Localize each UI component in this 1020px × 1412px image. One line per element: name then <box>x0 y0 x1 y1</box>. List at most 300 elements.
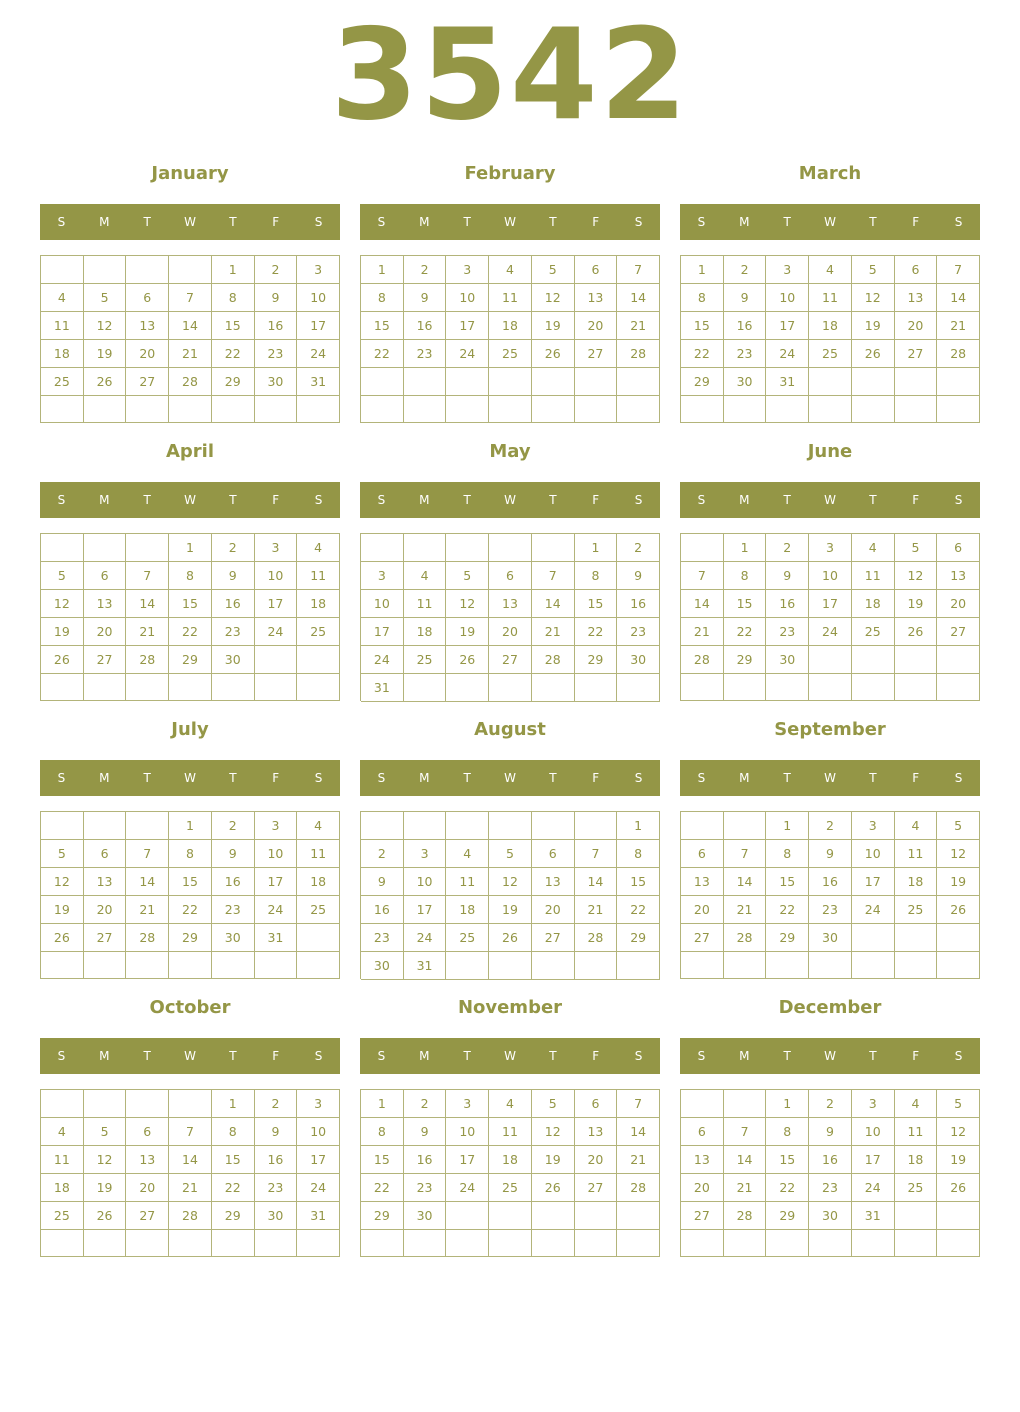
day-cell: 30 <box>617 646 660 674</box>
empty-cell <box>489 952 532 980</box>
day-cell: 2 <box>404 1090 447 1118</box>
day-cell: 5 <box>446 562 489 590</box>
empty-cell <box>852 1230 895 1257</box>
day-cell: 8 <box>681 284 724 312</box>
day-cell: 19 <box>489 896 532 924</box>
weekday-label: S <box>314 493 323 507</box>
empty-cell <box>126 952 169 979</box>
day-cell: 31 <box>297 1202 340 1230</box>
day-cell: 15 <box>169 868 212 896</box>
empty-cell <box>895 924 938 952</box>
day-cell: 24 <box>297 340 340 368</box>
empty-cell <box>126 534 169 562</box>
empty-cell <box>41 1090 84 1118</box>
day-cell: 7 <box>169 1118 212 1146</box>
day-cell: 18 <box>895 1146 938 1174</box>
day-cell: 11 <box>895 840 938 868</box>
day-cell: 2 <box>404 256 447 284</box>
empty-cell <box>766 396 809 423</box>
day-cell: 24 <box>446 1174 489 1202</box>
day-cell: 13 <box>84 868 127 896</box>
day-cell: 3 <box>361 562 404 590</box>
weekday-label: M <box>739 215 750 229</box>
day-cell: 26 <box>84 1202 127 1230</box>
weekday-label: W <box>824 1049 836 1063</box>
day-cell: 10 <box>255 840 298 868</box>
day-cell: 14 <box>617 284 660 312</box>
day-cell: 7 <box>724 840 767 868</box>
day-cell: 25 <box>404 646 447 674</box>
day-cell: 2 <box>766 534 809 562</box>
day-cell: 12 <box>532 1118 575 1146</box>
day-cell: 28 <box>724 924 767 952</box>
day-cell: 21 <box>617 1146 660 1174</box>
day-cell: 3 <box>255 534 298 562</box>
day-cell: 17 <box>255 868 298 896</box>
weekday-header <box>360 760 660 796</box>
empty-cell <box>681 674 724 701</box>
day-cell: 6 <box>84 840 127 868</box>
day-cell: 25 <box>297 896 340 924</box>
day-cell: 23 <box>809 1174 852 1202</box>
empty-cell <box>255 646 298 674</box>
day-cell: 10 <box>446 1118 489 1146</box>
day-cell: 10 <box>255 562 298 590</box>
day-cell: 17 <box>446 312 489 340</box>
day-cell: 22 <box>212 1174 255 1202</box>
day-cell: 5 <box>895 534 938 562</box>
empty-cell <box>489 534 532 562</box>
month-name: April <box>165 441 215 462</box>
day-cell: 15 <box>361 312 404 340</box>
empty-cell <box>84 812 127 840</box>
day-grid <box>360 811 660 979</box>
day-cell: 23 <box>404 1174 447 1202</box>
day-cell: 21 <box>532 618 575 646</box>
empty-cell <box>937 646 980 674</box>
weekday-label: T <box>783 771 791 785</box>
day-cell: 21 <box>126 618 169 646</box>
day-cell: 10 <box>297 284 340 312</box>
empty-cell <box>446 674 489 702</box>
day-cell: 27 <box>126 368 169 396</box>
day-cell: 31 <box>255 924 298 952</box>
empty-cell <box>212 396 255 423</box>
empty-cell <box>532 812 575 840</box>
day-cell: 30 <box>212 924 255 952</box>
day-cell: 2 <box>255 256 298 284</box>
empty-cell <box>126 1230 169 1257</box>
empty-cell <box>446 368 489 396</box>
day-cell: 10 <box>446 284 489 312</box>
weekday-label: T <box>229 1049 237 1063</box>
empty-cell <box>41 256 84 284</box>
day-cell: 12 <box>532 284 575 312</box>
empty-cell <box>41 1230 84 1257</box>
weekday-header <box>40 204 340 240</box>
empty-cell <box>617 952 660 980</box>
empty-cell <box>126 396 169 423</box>
month-name: February <box>464 163 556 184</box>
weekday-label: M <box>99 771 110 785</box>
day-cell: 1 <box>169 812 212 840</box>
day-cell: 7 <box>169 284 212 312</box>
weekday-label: F <box>912 1049 920 1063</box>
day-cell: 6 <box>575 1090 618 1118</box>
weekday-label: F <box>592 215 600 229</box>
empty-cell <box>169 952 212 979</box>
weekday-label: T <box>143 1049 151 1063</box>
day-cell: 23 <box>724 340 767 368</box>
weekday-label: M <box>419 771 430 785</box>
empty-cell <box>361 1230 404 1257</box>
day-cell: 2 <box>724 256 767 284</box>
weekday-label: T <box>229 771 237 785</box>
day-cell: 29 <box>169 924 212 952</box>
day-cell: 26 <box>41 646 84 674</box>
day-cell: 27 <box>895 340 938 368</box>
empty-cell <box>84 396 127 423</box>
empty-cell <box>852 368 895 396</box>
empty-cell <box>404 396 447 424</box>
day-cell: 19 <box>84 1174 127 1202</box>
day-cell: 16 <box>404 312 447 340</box>
empty-cell <box>84 534 127 562</box>
day-cell: 16 <box>361 896 404 924</box>
day-cell: 14 <box>126 590 169 618</box>
empty-cell <box>255 396 298 423</box>
empty-cell <box>212 952 255 979</box>
empty-cell <box>724 812 767 840</box>
day-cell: 3 <box>852 812 895 840</box>
day-cell: 6 <box>84 562 127 590</box>
day-cell: 29 <box>724 646 767 674</box>
day-cell: 20 <box>575 312 618 340</box>
day-cell: 12 <box>84 312 127 340</box>
day-cell: 2 <box>809 812 852 840</box>
day-cell: 5 <box>41 562 84 590</box>
day-cell: 15 <box>361 1146 404 1174</box>
day-cell: 3 <box>297 1090 340 1118</box>
day-cell: 12 <box>937 840 980 868</box>
weekday-label: S <box>57 493 66 507</box>
day-cell: 27 <box>489 646 532 674</box>
empty-cell <box>532 1230 575 1257</box>
day-cell: 28 <box>937 340 980 368</box>
weekday-label: S <box>314 771 323 785</box>
empty-cell <box>532 674 575 702</box>
day-cell: 18 <box>297 868 340 896</box>
empty-cell <box>575 812 618 840</box>
day-cell: 1 <box>361 256 404 284</box>
empty-cell <box>852 924 895 952</box>
weekday-label: F <box>272 215 280 229</box>
day-cell: 25 <box>852 618 895 646</box>
day-cell: 10 <box>404 868 447 896</box>
day-cell: 3 <box>852 1090 895 1118</box>
day-cell: 13 <box>681 1146 724 1174</box>
weekday-label: S <box>634 771 643 785</box>
weekday-label: S <box>377 493 386 507</box>
day-cell: 8 <box>766 840 809 868</box>
day-cell: 20 <box>84 618 127 646</box>
day-cell: 12 <box>895 562 938 590</box>
day-cell: 21 <box>937 312 980 340</box>
day-cell: 11 <box>404 590 447 618</box>
day-cell: 22 <box>169 618 212 646</box>
day-cell: 15 <box>766 1146 809 1174</box>
day-cell: 28 <box>126 646 169 674</box>
day-cell: 20 <box>126 1174 169 1202</box>
day-cell: 29 <box>766 1202 809 1230</box>
day-cell: 17 <box>255 590 298 618</box>
day-cell: 22 <box>766 896 809 924</box>
day-cell: 16 <box>617 590 660 618</box>
empty-cell <box>489 396 532 424</box>
day-cell: 1 <box>212 1090 255 1118</box>
day-grid <box>40 255 340 423</box>
day-cell: 6 <box>681 840 724 868</box>
empty-cell <box>126 256 169 284</box>
weekday-label: T <box>463 215 471 229</box>
day-cell: 12 <box>41 590 84 618</box>
day-cell: 18 <box>41 1174 84 1202</box>
day-cell: 5 <box>532 256 575 284</box>
weekday-label: M <box>739 771 750 785</box>
weekday-label: S <box>697 215 706 229</box>
day-cell: 8 <box>361 1118 404 1146</box>
empty-cell <box>446 952 489 980</box>
empty-cell <box>84 952 127 979</box>
weekday-label: S <box>634 1049 643 1063</box>
empty-cell <box>169 396 212 423</box>
month-name: May <box>489 441 531 462</box>
day-cell: 21 <box>617 312 660 340</box>
day-cell: 29 <box>617 924 660 952</box>
day-cell: 2 <box>255 1090 298 1118</box>
empty-cell <box>41 396 84 423</box>
empty-cell <box>681 1230 724 1257</box>
day-cell: 5 <box>489 840 532 868</box>
day-cell: 11 <box>446 868 489 896</box>
weekday-label: W <box>184 771 196 785</box>
day-cell: 25 <box>809 340 852 368</box>
day-cell: 22 <box>617 896 660 924</box>
day-cell: 9 <box>361 868 404 896</box>
day-cell: 11 <box>489 1118 532 1146</box>
day-cell: 24 <box>446 340 489 368</box>
empty-cell <box>681 396 724 423</box>
empty-cell <box>809 952 852 979</box>
day-cell: 8 <box>169 840 212 868</box>
day-cell: 17 <box>852 1146 895 1174</box>
day-cell: 15 <box>575 590 618 618</box>
day-cell: 8 <box>212 284 255 312</box>
weekday-label: S <box>57 215 66 229</box>
day-cell: 28 <box>681 646 724 674</box>
day-cell: 2 <box>617 534 660 562</box>
day-cell: 9 <box>404 1118 447 1146</box>
empty-cell <box>297 924 340 952</box>
day-cell: 10 <box>766 284 809 312</box>
empty-cell <box>84 1230 127 1257</box>
empty-cell <box>404 812 447 840</box>
day-cell: 13 <box>575 284 618 312</box>
empty-cell <box>575 396 618 424</box>
empty-cell <box>212 1230 255 1257</box>
day-cell: 11 <box>297 840 340 868</box>
day-cell: 3 <box>766 256 809 284</box>
day-grid <box>40 811 340 979</box>
weekday-label: S <box>314 215 323 229</box>
day-cell: 31 <box>297 368 340 396</box>
empty-cell <box>724 674 767 701</box>
empty-cell <box>126 812 169 840</box>
day-cell: 18 <box>809 312 852 340</box>
day-cell: 25 <box>297 618 340 646</box>
day-cell: 25 <box>489 1174 532 1202</box>
weekday-label: F <box>272 493 280 507</box>
day-cell: 22 <box>361 340 404 368</box>
weekday-label: T <box>143 771 151 785</box>
weekday-label: S <box>377 215 386 229</box>
weekday-label: T <box>549 215 557 229</box>
day-cell: 6 <box>681 1118 724 1146</box>
weekday-label: M <box>419 215 430 229</box>
month-name: November <box>457 997 563 1018</box>
day-cell: 23 <box>255 1174 298 1202</box>
day-cell: 4 <box>809 256 852 284</box>
day-cell: 24 <box>255 618 298 646</box>
day-cell: 14 <box>724 1146 767 1174</box>
day-cell: 17 <box>809 590 852 618</box>
day-cell: 9 <box>212 562 255 590</box>
month-name: September <box>774 719 886 740</box>
day-cell: 3 <box>297 256 340 284</box>
day-cell: 23 <box>361 924 404 952</box>
day-cell: 20 <box>937 590 980 618</box>
empty-cell <box>852 396 895 423</box>
empty-cell <box>809 396 852 423</box>
day-cell: 1 <box>617 812 660 840</box>
month-name: March <box>798 163 862 184</box>
empty-cell <box>532 368 575 396</box>
empty-cell <box>255 1230 298 1257</box>
empty-cell <box>446 1202 489 1230</box>
empty-cell <box>404 368 447 396</box>
day-cell: 6 <box>489 562 532 590</box>
day-cell: 23 <box>212 896 255 924</box>
day-cell: 16 <box>724 312 767 340</box>
weekday-label: M <box>419 493 430 507</box>
day-cell: 8 <box>212 1118 255 1146</box>
empty-cell <box>809 646 852 674</box>
day-cell: 8 <box>724 562 767 590</box>
day-cell: 9 <box>724 284 767 312</box>
day-cell: 23 <box>404 340 447 368</box>
weekday-label: F <box>592 1049 600 1063</box>
empty-cell <box>169 256 212 284</box>
day-cell: 16 <box>404 1146 447 1174</box>
weekday-label: S <box>697 1049 706 1063</box>
day-cell: 19 <box>937 868 980 896</box>
empty-cell <box>297 674 340 701</box>
weekday-label: S <box>697 493 706 507</box>
weekday-label: W <box>824 771 836 785</box>
weekday-label: S <box>57 771 66 785</box>
day-cell: 14 <box>169 312 212 340</box>
weekday-label: F <box>912 493 920 507</box>
weekday-label: W <box>824 493 836 507</box>
day-cell: 12 <box>937 1118 980 1146</box>
day-cell: 8 <box>766 1118 809 1146</box>
day-cell: 5 <box>937 1090 980 1118</box>
day-cell: 8 <box>169 562 212 590</box>
empty-cell <box>489 674 532 702</box>
day-cell: 18 <box>404 618 447 646</box>
day-cell: 28 <box>532 646 575 674</box>
day-cell: 10 <box>361 590 404 618</box>
day-cell: 7 <box>532 562 575 590</box>
weekday-label: M <box>739 1049 750 1063</box>
day-cell: 16 <box>212 590 255 618</box>
day-cell: 15 <box>617 868 660 896</box>
day-cell: 12 <box>446 590 489 618</box>
weekday-label: W <box>184 493 196 507</box>
empty-cell <box>724 1230 767 1257</box>
day-cell: 29 <box>361 1202 404 1230</box>
empty-cell <box>852 646 895 674</box>
day-cell: 6 <box>895 256 938 284</box>
day-cell: 27 <box>575 1174 618 1202</box>
empty-cell <box>617 368 660 396</box>
day-cell: 26 <box>84 368 127 396</box>
day-cell: 11 <box>489 284 532 312</box>
empty-cell <box>84 674 127 701</box>
empty-cell <box>575 674 618 702</box>
month-name: January <box>151 163 229 184</box>
empty-cell <box>895 952 938 979</box>
day-cell: 14 <box>126 868 169 896</box>
day-cell: 9 <box>212 840 255 868</box>
day-cell: 24 <box>809 618 852 646</box>
day-cell: 11 <box>895 1118 938 1146</box>
weekday-label: W <box>184 1049 196 1063</box>
day-cell: 14 <box>724 868 767 896</box>
day-cell: 21 <box>169 340 212 368</box>
day-cell: 31 <box>852 1202 895 1230</box>
empty-cell <box>766 1230 809 1257</box>
day-cell: 18 <box>852 590 895 618</box>
empty-cell <box>84 1090 127 1118</box>
empty-cell <box>297 952 340 979</box>
day-cell: 14 <box>532 590 575 618</box>
empty-cell <box>575 952 618 980</box>
weekday-label: T <box>549 1049 557 1063</box>
day-cell: 25 <box>41 368 84 396</box>
day-cell: 23 <box>809 896 852 924</box>
day-cell: 2 <box>212 812 255 840</box>
day-cell: 2 <box>361 840 404 868</box>
day-grid <box>680 255 980 423</box>
empty-cell <box>169 1090 212 1118</box>
empty-cell <box>446 396 489 424</box>
day-cell: 20 <box>895 312 938 340</box>
day-cell: 29 <box>681 368 724 396</box>
day-cell: 21 <box>169 1174 212 1202</box>
day-cell: 17 <box>446 1146 489 1174</box>
day-cell: 15 <box>724 590 767 618</box>
